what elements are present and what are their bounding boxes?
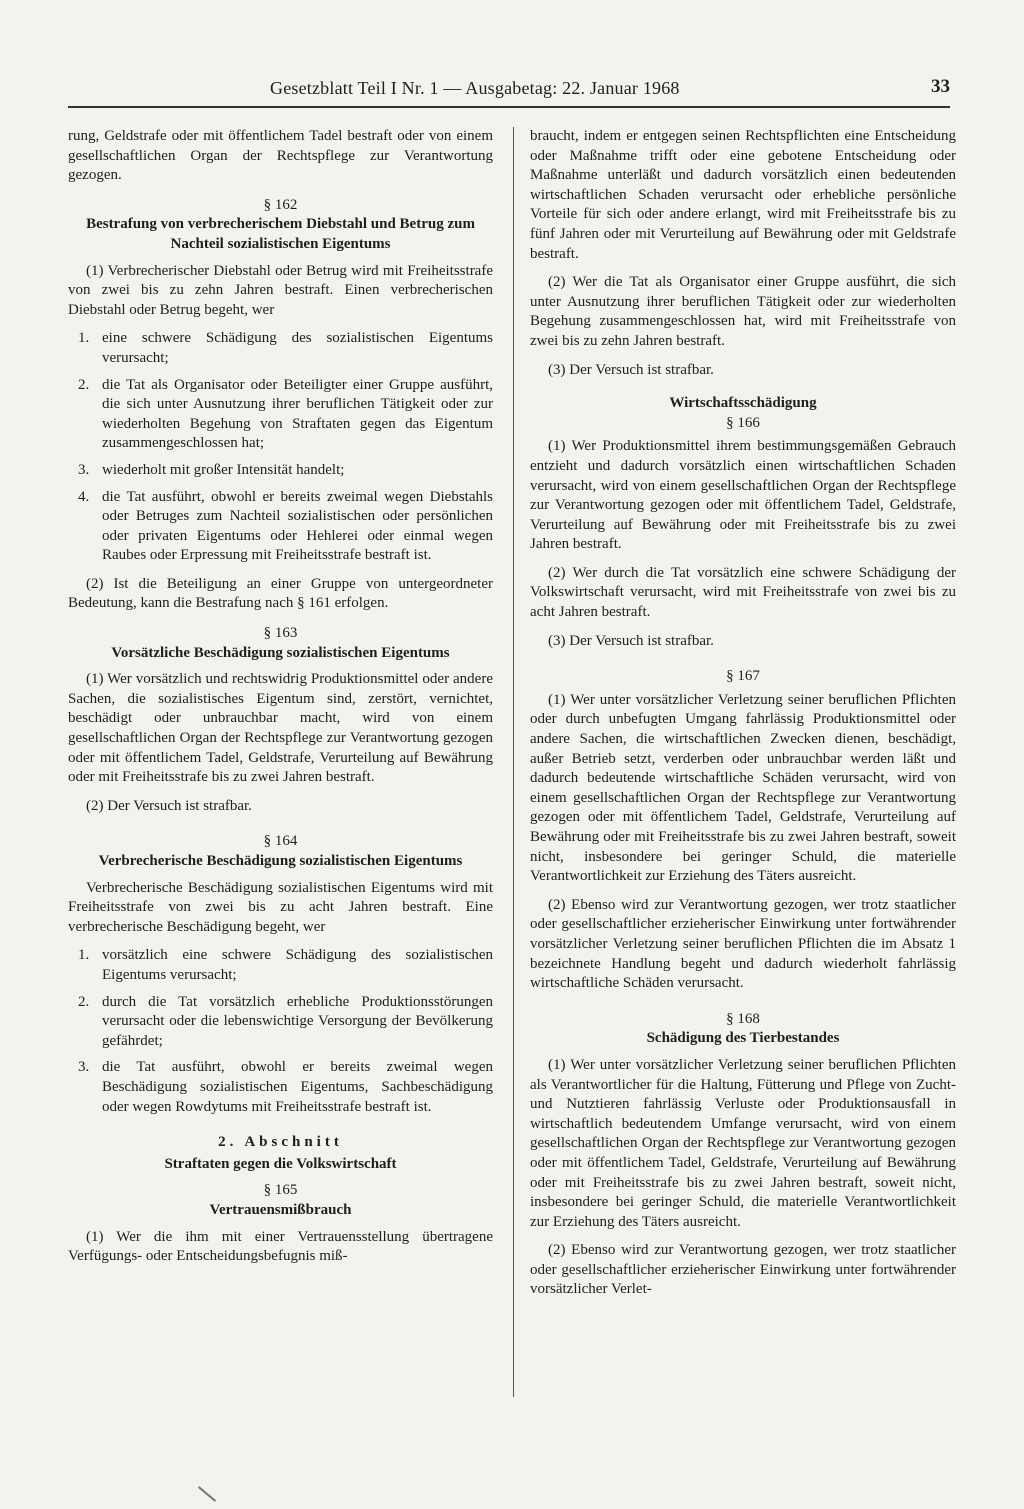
section-number-163: § 163 (263, 625, 298, 642)
list-item (68, 993, 493, 1052)
section-number-168: § 168 (726, 1010, 760, 1027)
list-item (68, 376, 493, 454)
page-header (70, 72, 950, 106)
list-item-text: die Tat als Organisator oder Beteiligter einer Gruppe ausführt, die sich unter Ausnutzung ihrer beruflichen Tätigkeit oder zur wiederholten Begehung von Straftaten gegen das Eigentum zusammengeschlossen hat; (102, 376, 493, 452)
paragraph-165-3: (3) Der Versuch ist strafbar. (548, 361, 714, 378)
list-item-number: 2. (78, 993, 90, 1010)
section-title-166: Wirtschaftsschädigung (669, 395, 817, 412)
list-item-number: 1. (78, 947, 90, 964)
section-number-166: § 166 (726, 414, 760, 431)
paragraph-167-2: (2) Ebenso wird zur Verantwortung gezogen, wer trotz staatlicher oder gesellschaftlicher erzieherischer Einwirkung unter fortwährender vorsätzlicher Verletzung seiner beruflichen Pflichten die im Absatz 1 bezeichnete Handlung begeht und dadurch wiederholt fahrlässig wirtschaftliche Schäden verursacht. (530, 896, 956, 992)
continued-paragraph: rung, Geldstrafe oder mit öffentlichem Tadel bestraft oder von einem gesellschaftlichen Organ der Rechtspflege zur Verantwortung gezogen. (68, 128, 493, 184)
list-item-number: 3. (78, 461, 90, 478)
section-title-163: Vorsätzliche Beschädigung sozialistischen Eigentums (111, 644, 450, 661)
section-number-162: § 162 (263, 196, 298, 213)
right-column (530, 127, 956, 1309)
paragraph-162-1: (1) Verbrecherischer Diebstahl oder Betrug wird mit Freiheitsstrafe von zwei bis zu zehn Jahren bestraft. Einen verbrecherischen Diebstahl oder Betrug begeht, wer (68, 262, 493, 318)
list-item (68, 461, 493, 481)
list-item-number: 3. (78, 1059, 90, 1076)
paragraph-166-2: (2) Wer durch die Tat vorsätzlich eine schwere Schädigung der Volkswirtschaft verursacht, wird mit Freiheitsstrafe von zwei bis zu acht Jahren bestraft. (530, 564, 956, 621)
paragraph-168-2: (2) Ebenso wird zur Verantwortung gezogen, wer trotz staatlicher oder gesellschaftlicher erzieherischer Einwirkung unter fortwährender vorsätzlicher Verlet- (530, 1242, 956, 1298)
paragraph-166-3: (3) Der Versuch ist strafbar. (548, 632, 714, 649)
section-number-165: § 165 (263, 1182, 298, 1199)
section-title-165: Vertrauensmißbrauch (209, 1201, 352, 1218)
running-title: Gesetzblatt Teil I Nr. 1 — Ausgabetag: 22. Januar 1968 (270, 78, 680, 98)
list-item-text: die Tat ausführt, obwohl er bereits zweimal wegen Diebstahls oder Betruges zum Nachteil sozialistischen oder persönlichen oder privaten Eigentums oder Hehlerei oder einmal wegen Raubes oder Erpressung mit Freiheitsstrafe bestraft ist. (102, 488, 493, 564)
paragraph-163-2: (2) Der Versuch ist strafbar. (86, 797, 252, 814)
list-item-text: wiederholt mit großer Intensität handelt; (102, 461, 345, 478)
list-item-text: eine schwere Schädigung des sozialistischen Eigentums verursacht; (102, 330, 493, 366)
list-162 (68, 329, 493, 566)
section-number-167: § 167 (726, 668, 760, 685)
paragraph-167-1: (1) Wer unter vorsätzlicher Verletzung seiner beruflichen Pflichten oder durch unbefugten Umgang fahrlässig Produktionsmittel oder andere Sachen, die wirtschaftlichen Zwecken dienen, beschädigt, außer Betrieb setzt, verderben oder unbrauchbar werden läßt und dadurch bedeutende wirtschaftliche Schäden verursacht, wird von einem gesellschaftlichen Organ der Rechtspflege zur Verantwortung gezogen oder mit öffentlichem Tadel, Geldstrafe, Verurteilung auf Bewährung oder mit Freiheitsstrafe bis zu zwei Jahren bestraft, soweit nicht, insbesondere bei geringer Schuld, die materielle Verantwortlichkeit zur Erziehung des Täters ausreicht. (530, 691, 956, 885)
list-item-text: durch die Tat vorsätzlich erhebliche Produktionsstörungen verursacht oder die lebenswichtige Versorgung der Bevölkerung gefährdet; (102, 993, 493, 1049)
list-item-text: die Tat ausführt, obwohl er bereits zweimal wegen Beschädigung sozialistischen Eigentums, Sachbeschädigung oder wegen Rowdytums mit Freiheitsstrafe bestraft ist. (102, 1059, 493, 1115)
list-item (68, 1058, 493, 1117)
paragraph-165-1: (1) Wer die ihm mit einer Vertrauensstellung übertragene Verfügungs- oder Entscheidungsbefugnis miß- (68, 1228, 493, 1265)
list-item (68, 488, 493, 566)
section-title-162: Bestrafung von verbrecherischem Diebstahl und Betrug zum Nachteil sozialistischen Eigentums (86, 216, 475, 252)
paragraph-168-1: (1) Wer unter vorsätzlicher Verletzung seiner beruflichen Pflichten als Verantwortlicher für die Haltung, Fütterung und Pflege von Zucht- und Nutztieren fahrlässig Verluste oder Produktionsausfall in wirtschaftlich bedeutendem Umfange verursacht, wird von einem gesellschaftlichen Organ der Rechtspflege zur Verantwortung gezogen oder mit öffentlichem Tadel, Geldstrafe, Verurteilung auf Bewährung oder mit Freiheitsstrafe bis zu zwei Jahren bestraft, soweit nicht, insbesondere bei geringer Schuld, die materielle Verantwortlichkeit zur Erziehung des Täters ausreicht. (530, 1056, 956, 1230)
scan-mark (198, 1486, 216, 1502)
list-item-number: 4. (78, 488, 90, 505)
section-number-164: § 164 (263, 833, 298, 850)
header-rule (68, 106, 950, 108)
column-divider (513, 127, 514, 1397)
list-item-number: 1. (78, 330, 90, 347)
section-title-168: Schädigung des Tierbestandes (646, 1030, 840, 1047)
chapter-title: Straftaten gegen die Volkswirtschaft (164, 1155, 397, 1172)
list-item (68, 946, 493, 985)
left-column (68, 127, 493, 1276)
chapter-heading: 2. Abschnitt (218, 1134, 343, 1151)
paragraph-165-2: (2) Wer die Tat als Organisator einer Gruppe ausführt, die sich unter Ausnutzung ihrer beruflichen Tätigkeit oder zur wiederholten Begehung zusammengeschlossen hat, wird mit Freiheitsstrafe von zwei bis zu zehn Jahren bestraft. (530, 274, 956, 349)
paragraph-166-1: (1) Wer Produktionsmittel ihrem bestimmungsgemäßen Gebrauch entzieht und dadurch vorsätzlich einen wirtschaftlichen Schaden verursacht, wird von einem gesellschaftlichen Organ der Rechtspflege zur Verantwortung gezogen oder mit öffentlichem Tadel, Geldstrafe, Verurteilung auf Bewährung oder mit Freiheitsstrafe bis zu zwei Jahren bestraft. (530, 438, 956, 553)
list-item-number: 2. (78, 376, 90, 393)
list-164 (68, 946, 493, 1117)
list-item-text: vorsätzlich eine schwere Schädigung des sozialistischen Eigentums verursacht; (102, 947, 493, 983)
continued-paragraph-165-1: braucht, indem er entgegen seinen Rechtspflichten eine Entscheidung oder Maßnahme trifft oder eine gebotene Entscheidung oder Maßnahme unterläßt und dadurch vorsätzlich einen bedeutenden wirtschaftlichen Schaden verursacht oder erhebliche persönliche Vorteile für sich oder andere erlangt, wird mit Freiheitsstrafe bis zu fünf Jahren oder mit Verurteilung auf Bewährung oder mit Geldstrafe bestraft. (530, 128, 956, 262)
list-item (68, 329, 493, 368)
paragraph-164-1: Verbrecherische Beschädigung sozialistischen Eigentums wird mit Freiheitsstrafe von zwei bis zu acht Jahren bestraft. Eine verbrecherische Beschädigung begeht, wer (68, 879, 493, 935)
page-number: 33 (931, 76, 950, 97)
paragraph-162-2: (2) Ist die Beteiligung an einer Gruppe von untergeordneter Bedeutung, kann die Bestrafung nach § 161 erfolgen. (68, 575, 493, 612)
section-title-164: Verbrecherische Beschädigung sozialistischen Eigentums (98, 853, 463, 869)
paragraph-163-1: (1) Wer vorsätzlich und rechtswidrig Produktionsmittel oder andere Sachen, die sozialistisches Eigentum sind, zerstört, vernichtet, beschädigt oder unbrauchbar macht, wird von einem gesellschaftlichen Organ der Rechtspflege zur Verantwortung gezogen oder mit öffentlichem Tadel, Geldstrafe, Verurteilung auf Bewährung oder mit Freiheitsstrafe bis zu zwei Jahren bestraft. (68, 671, 493, 786)
